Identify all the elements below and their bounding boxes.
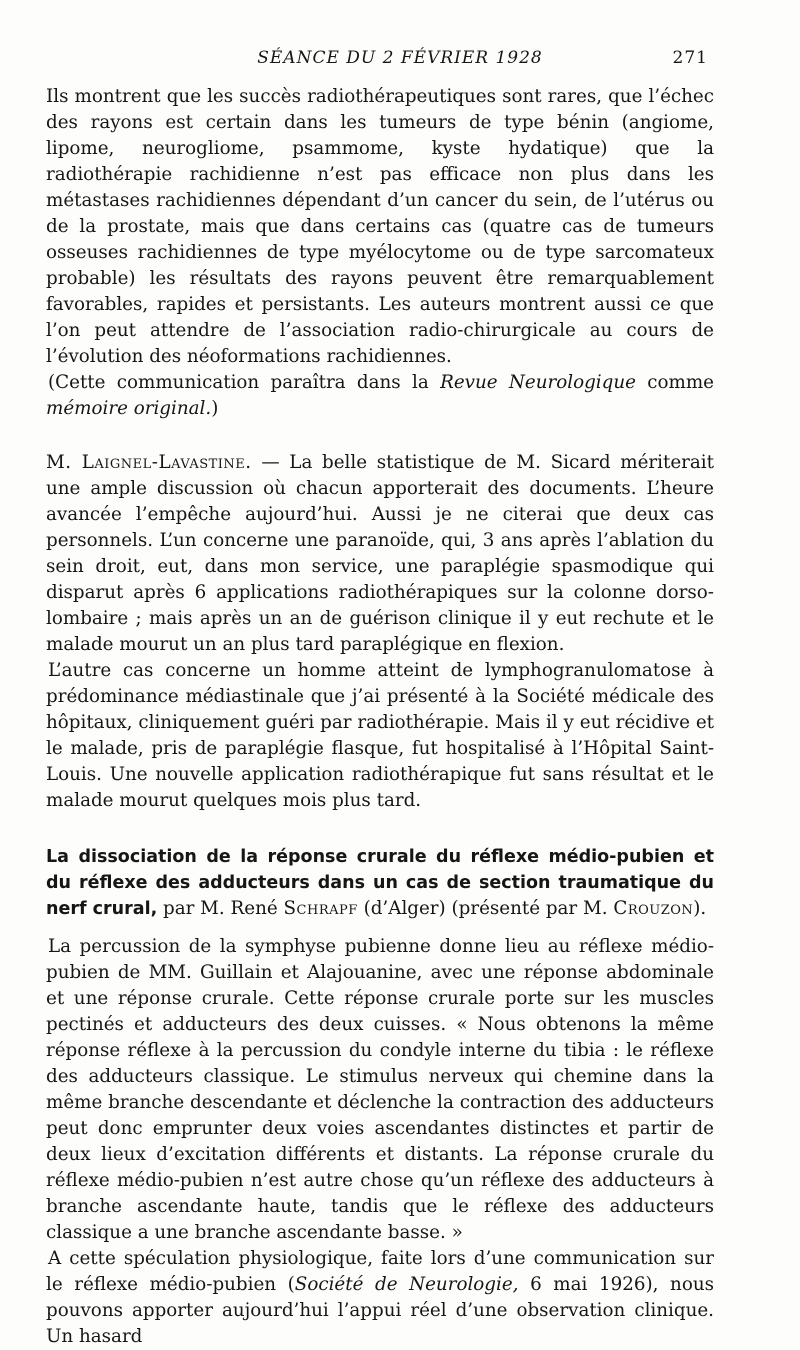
note-prefix: (Cette communication paraîtra dans la xyxy=(48,372,441,393)
article-by: par M. René xyxy=(157,898,284,919)
article-presenter: Crouzon xyxy=(613,898,694,919)
discussant-name: M. Laignel-Lavastine. xyxy=(46,452,252,473)
discussion-text: — La belle statistique de M. Sicard mériterait une ample discussion où chacun apporterait des documents. L’heure avancée l’empêche aujourd’hui. Aussi je ne citerai que deux cas personnels. L’un concerne une paranoïde, qui, 3 ans après l’ablation du sein droit, eut, dans mon service, une paraplégie spasmodique qui disparut après 6 applications radiothérapiques sur la colonne dorso-lombaire ; mais après un an de guérison clinique il y eut rechute et le malade mourut un an plus tard paraplégique en flexion. xyxy=(46,452,714,655)
paragraph-publication-note xyxy=(46,370,714,422)
page-number: 271 xyxy=(672,48,708,68)
article-author: Schrapf xyxy=(283,898,358,919)
body-text xyxy=(46,84,714,1350)
running-title: SÉANCE DU 2 FÉVRIER 1928 xyxy=(257,48,543,68)
journal-name: Revue Neurologique xyxy=(440,372,636,393)
speculation-source: Société de Neurologie, xyxy=(294,1274,519,1295)
article-title: La dissociation de la réponse crurale du réflexe médio-pubien et du réflexe des adducteurs dans un cas de section traumatique du nerf crural, xyxy=(46,847,714,919)
note-suffix: ) xyxy=(211,398,219,419)
page-header xyxy=(0,44,800,74)
spacer xyxy=(46,814,714,844)
paragraph-laignel-lavastine xyxy=(46,450,714,658)
speculation-suffix: 6 mai 1926), nous pouvons apporter aujourd’hui l’appui réel d’une observation clinique. Un hasard xyxy=(46,1274,714,1347)
spacer xyxy=(46,422,714,450)
note-memoire: mémoire original. xyxy=(46,398,212,419)
article-origin: (d’Alger) (présenté par M. xyxy=(357,898,614,919)
paragraph-speculation xyxy=(46,1246,714,1350)
speculation-prefix: A cette spéculation physiologique, faite lors d’une communication sur le réflexe médio-pubien ( xyxy=(46,1248,714,1295)
paragraph-second-case: L’autre cas concerne un homme atteint de lymphogranulomatose à prédominance médiastinale que j’ai présenté à la Société médicale des hôpitaux, cliniquement guéri par radiothérapie. Mais il y eut récidive et le malade, pris de paraplégie flasque, fut hospitalisé à l’Hôpital Saint-Louis. Une nouvelle application radiothérapique fut sans résultat et le malade mourut quelques mois plus tard. xyxy=(46,660,714,811)
paragraph-percussion: La percussion de la symphyse pubienne donne lieu au réflexe médio-pubien de MM. Guillain et Alajouanine, avec une réponse abdominale et une réponse crurale. Cette réponse crurale porte sur les muscles pectinés et adducteurs des deux cuisses. « Nous obtenons la même réponse réflexe à la percussion du condyle interne du tibia : le réflexe des adducteurs classique. Le stimulus nerveux qui chemine dans la même branche descendante et déclenche la contraction des adducteurs peut donc emprunter deux voies ascendantes distinctes et partir de deux lieux d’excitation différents et distants. La réponse crurale du réflexe médio-pubien n’est autre chose qu’un réflexe des adducteurs à branche ascendante haute, tandis que le réflexe des adducteurs classique a une branche ascendante basse. » xyxy=(46,936,714,1243)
article-end: ). xyxy=(693,898,707,919)
note-middle: comme xyxy=(635,372,714,393)
article-heading xyxy=(46,844,714,922)
spacer xyxy=(46,922,714,934)
paragraph-summary: Ils montrent que les succès radiothérapeutiques sont rares, que l’échec des rayons est certain dans les tumeurs de type bénin (angiome, lipome, neurogliome, psammome, kyste hydatique) que la radiothérapie rachidienne n’est pas efficace non plus dans les métastases rachidiennes dépendant d’un cancer du sein, de l’utérus ou de la prostate, mais que dans certains cas (quatre cas de tumeurs osseuses rachidiennes de type myélocytome ou de type sarcomateux probable) les résultats des rayons peuvent être remarquablement favorables, rapides et persistants. Les auteurs montrent aussi ce que l’on peut attendre de l’association radio-chirurgicale au cours de l’évolution des néoformations rachidiennes. xyxy=(46,86,714,367)
